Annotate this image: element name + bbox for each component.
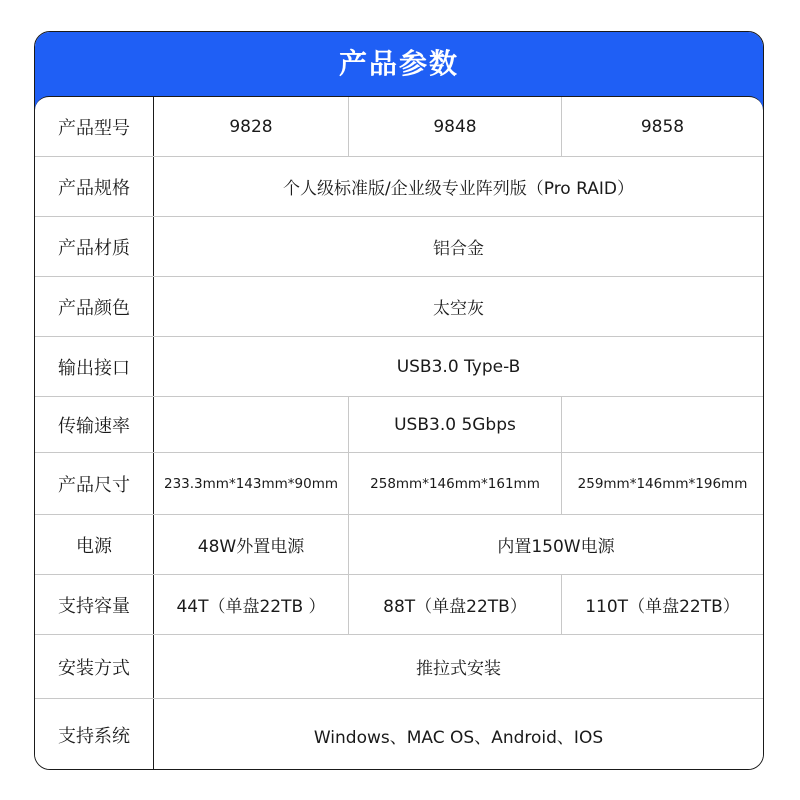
size-9828: 233.3mm*143mm*90mm xyxy=(154,453,349,514)
row-model xyxy=(35,97,763,157)
row-label: 产品型号 xyxy=(35,97,154,156)
spec-table xyxy=(35,96,763,769)
speed-empty-left xyxy=(154,397,349,452)
row-label: 产品尺寸 xyxy=(35,453,154,514)
row-label: 产品规格 xyxy=(35,157,154,216)
row-size xyxy=(35,453,763,515)
row-label: 产品颜色 xyxy=(35,277,154,336)
row-label: 输出接口 xyxy=(35,337,154,396)
row-speed xyxy=(35,397,763,453)
os-value: Windows、MAC OS、Android、IOS xyxy=(313,727,604,748)
capacity-9828: 44T（单盘22TB ） xyxy=(154,575,349,634)
row-spec xyxy=(35,157,763,217)
install-value: 推拉式安装 xyxy=(416,659,501,679)
row-label: 支持系统 xyxy=(35,699,154,770)
capacity-9848: 88T（单盘22TB） xyxy=(349,575,562,634)
speed-empty-right xyxy=(562,397,763,452)
page-title: 产品参数 xyxy=(338,47,459,80)
row-label: 产品材质 xyxy=(35,217,154,276)
model-9858: 9858 xyxy=(640,116,685,137)
size-9848: 258mm*146mm*161mm xyxy=(349,453,562,514)
row-os xyxy=(35,699,763,770)
model-9848: 9848 xyxy=(349,97,562,156)
model-9828: 9828 xyxy=(154,97,349,156)
capacity-9858: 110T（单盘22TB） xyxy=(585,597,740,617)
size-9858: 259mm*146mm*196mm xyxy=(577,475,748,492)
power-internal: 内置150W电源 xyxy=(497,537,615,557)
speed-value: USB3.0 5Gbps xyxy=(349,397,562,452)
row-label: 传输速率 xyxy=(35,397,154,452)
color-value: 太空灰 xyxy=(433,299,484,319)
spec-card xyxy=(34,31,764,770)
power-external: 48W外置电源 xyxy=(154,515,349,574)
interface-value: USB3.0 Type-B xyxy=(396,356,521,377)
row-install xyxy=(35,635,763,699)
row-material xyxy=(35,217,763,277)
material-value: 铝合金 xyxy=(433,239,484,259)
row-capacity xyxy=(35,575,763,635)
row-label: 支持容量 xyxy=(35,575,154,634)
row-color xyxy=(35,277,763,337)
row-label: 电源 xyxy=(35,515,154,574)
spec-value: 个人级标准版/企业级专业阵列版（Pro RAID） xyxy=(283,179,634,199)
row-interface xyxy=(35,337,763,397)
row-label: 安装方式 xyxy=(35,635,154,698)
row-power xyxy=(35,515,763,575)
